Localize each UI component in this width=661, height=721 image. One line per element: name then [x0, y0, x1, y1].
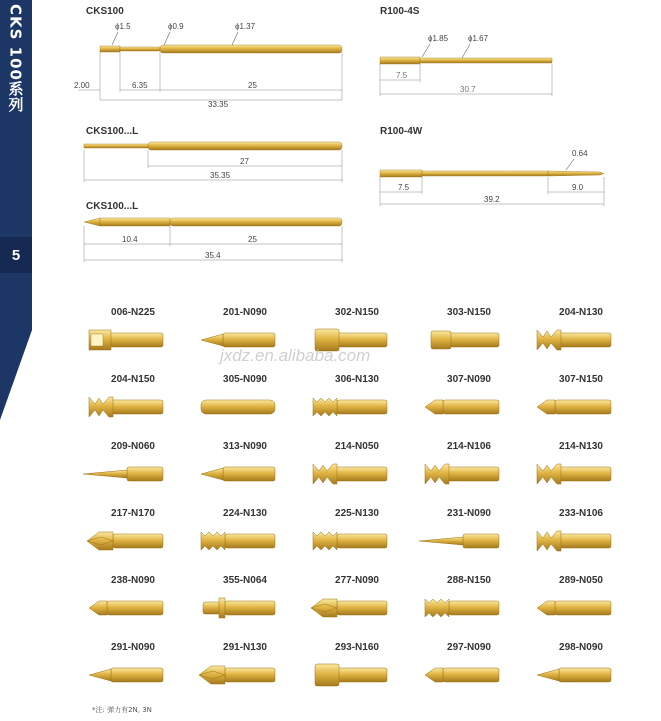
- drawing-title: CKS100...L: [86, 201, 139, 212]
- tip-item: [414, 508, 524, 574]
- tip-item: [414, 441, 524, 507]
- tip-item: [190, 642, 300, 708]
- tip-flat-collar-icon: [195, 595, 285, 623]
- tip-label: 293-N160: [335, 642, 379, 653]
- drawing-title: R100-4S: [380, 6, 420, 17]
- tip-label: 006-N225: [111, 307, 155, 318]
- watermark: jxdz.en.alibaba.com: [220, 346, 371, 365]
- tip-item: [414, 642, 524, 708]
- tip-serrated-icon: [419, 595, 509, 623]
- tip-serrated-icon: [307, 528, 397, 556]
- tip-item: [526, 575, 636, 641]
- tip-point-icon: [195, 461, 285, 489]
- tip-label: 214-N050: [335, 441, 379, 452]
- tip-item: [190, 374, 300, 440]
- drawing-title: CKS100...L: [86, 126, 139, 137]
- tip-crown-icon: [531, 327, 621, 355]
- tip-label: 306-N130: [335, 374, 379, 385]
- dim-label: 27: [240, 157, 249, 166]
- drawing-r100-4w: [380, 126, 604, 206]
- tip-star-icon: [195, 662, 285, 690]
- tip-point-icon: [83, 662, 173, 690]
- tip-chisel-icon: [419, 662, 509, 690]
- tip-label: 209-N060: [111, 441, 155, 452]
- tip-item: [302, 441, 412, 507]
- tip-item: [190, 441, 300, 507]
- tip-label: 355-N064: [223, 575, 267, 586]
- tip-label: 305-N090: [223, 374, 267, 385]
- tip-label: 204-N130: [559, 307, 603, 318]
- tip-label: 313-N090: [223, 441, 267, 452]
- tip-label: 303-N150: [447, 307, 491, 318]
- dim-label: ϕ1.37: [235, 22, 256, 31]
- dim-label: 30.7: [460, 85, 476, 94]
- tip-item: [526, 307, 636, 373]
- tip-label: 302-N150: [335, 307, 379, 318]
- dim-label: 35.4: [205, 251, 221, 260]
- page-number: 5: [0, 237, 32, 273]
- tip-item: [78, 508, 188, 574]
- tip-label: 224-N130: [223, 508, 267, 519]
- tip-item: [190, 575, 300, 641]
- tip-item: [78, 374, 188, 440]
- tip-label: 214-N106: [447, 441, 491, 452]
- drawing-cks100l-1: [84, 126, 342, 182]
- tip-label: 201-N090: [223, 307, 267, 318]
- dim-label: 2.00: [74, 81, 90, 90]
- dim-label: 7.5: [396, 71, 408, 80]
- tip-crown-icon: [83, 394, 173, 422]
- tip-serrated-icon: [195, 528, 285, 556]
- dim-label: 10.4: [122, 235, 138, 244]
- dim-label: 35.35: [210, 171, 231, 180]
- tip-item: [526, 508, 636, 574]
- drawing-r100-4s: [380, 6, 552, 96]
- tip-needle-icon: [83, 461, 173, 489]
- tip-item: [414, 575, 524, 641]
- tip-label: 214-N130: [559, 441, 603, 452]
- tip-cup-icon: [83, 327, 173, 355]
- tip-label: 307-N150: [559, 374, 603, 385]
- tip-item: [78, 642, 188, 708]
- tip-label: 233-N106: [559, 508, 603, 519]
- tip-crown-icon: [419, 461, 509, 489]
- tip-label: 297-N090: [447, 642, 491, 653]
- drawing-title: R100-4W: [380, 126, 423, 137]
- tip-chisel-icon: [419, 394, 509, 422]
- technical-drawings: [0, 0, 661, 300]
- tip-label: 238-N090: [111, 575, 155, 586]
- tip-chisel-icon: [531, 595, 621, 623]
- tip-star-icon: [307, 595, 397, 623]
- tip-item: [302, 508, 412, 574]
- tip-item: [190, 508, 300, 574]
- tip-crown-icon: [531, 461, 621, 489]
- tip-label: 307-N090: [447, 374, 491, 385]
- tip-serrated-icon: [307, 394, 397, 422]
- tip-chisel-icon: [531, 394, 621, 422]
- drawing-title: CKS100: [86, 6, 124, 17]
- tip-label: 231-N090: [447, 508, 491, 519]
- tip-label: 291-N130: [223, 642, 267, 653]
- dim-label: 0.64: [572, 149, 588, 158]
- tip-item: [414, 374, 524, 440]
- tip-chisel-icon: [83, 595, 173, 623]
- dim-label: 6.35: [132, 81, 148, 90]
- dim-label: ϕ0.9: [168, 22, 184, 31]
- tip-label: 289-N050: [559, 575, 603, 586]
- tip-label: 291-N090: [111, 642, 155, 653]
- sidebar-wedge: [0, 330, 32, 420]
- tip-label: 298-N090: [559, 642, 603, 653]
- tip-label: 225-N130: [335, 508, 379, 519]
- dim-label: ϕ1.67: [468, 34, 489, 43]
- tip-item: [526, 441, 636, 507]
- tip-needle-icon: [419, 528, 509, 556]
- tip-item: [414, 307, 524, 373]
- tip-flat-round-icon: [195, 394, 285, 422]
- tip-item: [302, 575, 412, 641]
- dim-label: 39.2: [484, 195, 500, 204]
- tip-item: [302, 374, 412, 440]
- tip-point-icon: [531, 662, 621, 690]
- drawing-cks100l-2: [84, 201, 342, 262]
- tip-item: [302, 642, 412, 708]
- tip-label: 204-N150: [111, 374, 155, 385]
- tip-flat-icon: [419, 327, 509, 355]
- drawing-cks100: [74, 6, 342, 109]
- dim-label: 9.0: [572, 183, 584, 192]
- dim-label: 25: [248, 235, 257, 244]
- dim-label: 33.35: [208, 100, 229, 109]
- tip-label: 217-N170: [111, 508, 155, 519]
- dim-label: 7.5: [398, 183, 410, 192]
- sidebar-title: CKS 100系列: [6, 4, 25, 113]
- tip-crown-icon: [531, 528, 621, 556]
- dim-label: 25: [248, 81, 257, 90]
- tip-star-icon: [83, 528, 173, 556]
- tip-item: [526, 642, 636, 708]
- dim-label: ϕ1.85: [428, 34, 449, 43]
- dim-label: ϕ1.5: [115, 22, 131, 31]
- tip-item: [78, 441, 188, 507]
- tip-flat-wide-icon: [307, 662, 397, 690]
- tip-item: [526, 374, 636, 440]
- tip-label: 288-N150: [447, 575, 491, 586]
- tip-crown-icon: [307, 461, 397, 489]
- tip-item: [78, 307, 188, 373]
- tip-item: [78, 575, 188, 641]
- footnote: *注: 弹力有2N, 3N: [92, 706, 152, 714]
- tip-label: 277-N090: [335, 575, 379, 586]
